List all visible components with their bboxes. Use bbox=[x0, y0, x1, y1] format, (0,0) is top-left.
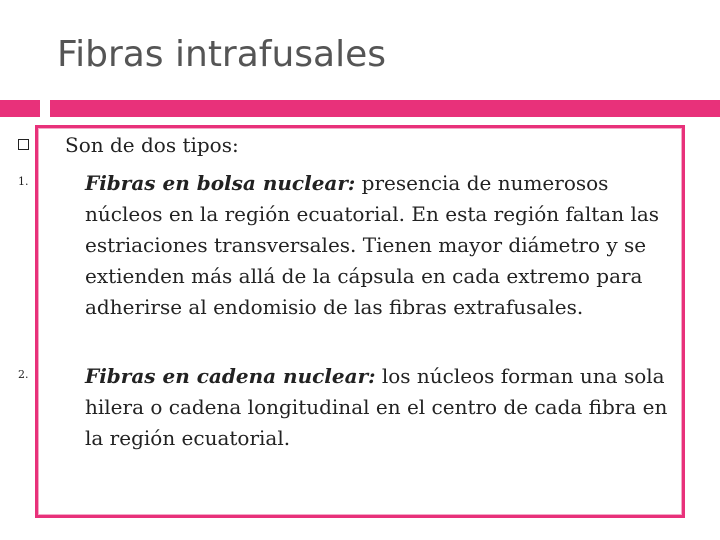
list-item-text bbox=[85, 361, 683, 454]
accent-bar-left bbox=[0, 100, 40, 117]
list-item-description: los núcleos forman una sola hilera o cadena longitudinal en el centro de cada fibra en la región ecuatorial. bbox=[85, 364, 668, 450]
list-item-1 bbox=[18, 168, 680, 323]
slide-title: Fibras intrafusales bbox=[57, 34, 387, 75]
list-item-text bbox=[85, 168, 683, 323]
list-item-description: presencia de numerosos núcleos en la región ecuatorial. En esta región faltan las estriaciones transversales. Tienen mayor diámetro y se extienden más allá de la cápsula en cada extremo para adherirse al endomisio de las fibras extrafusales. bbox=[85, 171, 660, 319]
accent-stripe bbox=[50, 100, 720, 117]
intro-text: Son de dos tipos: bbox=[65, 133, 239, 157]
list-item-term: Fibras en bolsa nuclear: bbox=[85, 171, 356, 195]
list-item-2 bbox=[18, 361, 680, 454]
list-item-number: 2. bbox=[18, 368, 29, 381]
intro-line bbox=[18, 135, 239, 155]
list-item-term: Fibras en cadena nuclear: bbox=[85, 364, 376, 388]
list-item-number: 1. bbox=[18, 175, 29, 188]
square-bullet-icon bbox=[18, 139, 29, 150]
